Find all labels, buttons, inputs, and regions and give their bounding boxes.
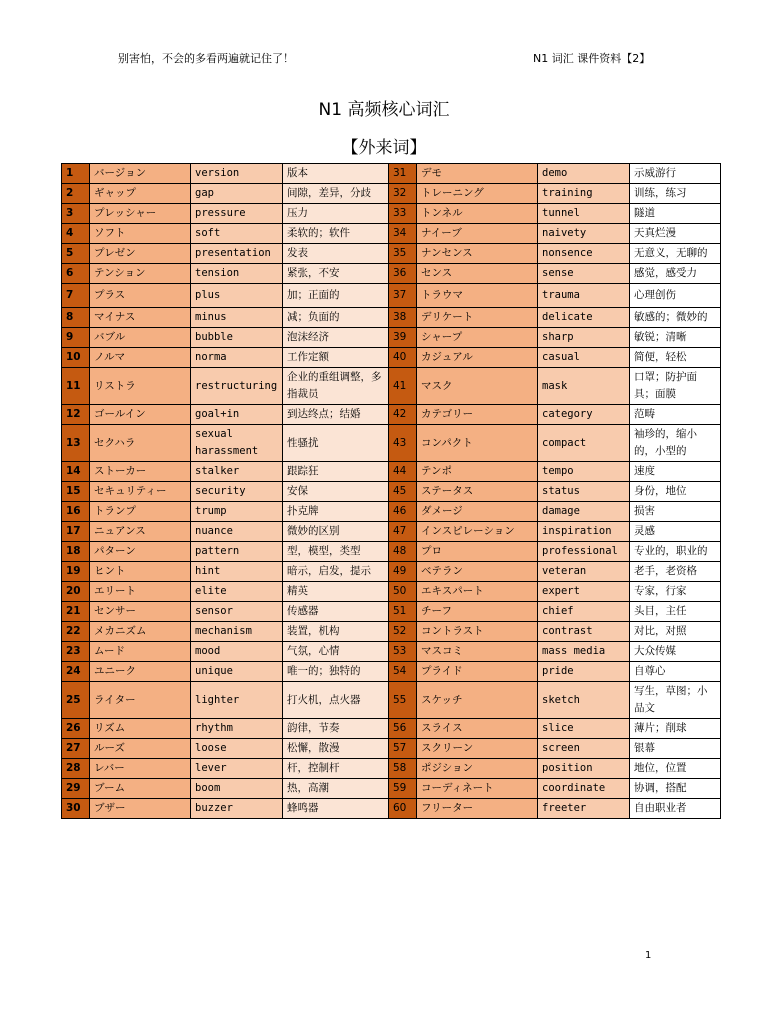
chinese-meaning: 地位，位置 [630, 759, 721, 779]
english-source: lighter [191, 682, 283, 719]
english-source: boom [191, 779, 283, 799]
entry-number: 22 [62, 622, 90, 642]
entry-number: 40 [389, 348, 417, 368]
table-row [62, 779, 721, 799]
entry-number: 36 [389, 264, 417, 284]
entry-number: 43 [389, 425, 417, 462]
chinese-meaning: 微妙的区别 [283, 522, 389, 542]
katakana-word: フリーター [417, 799, 538, 819]
katakana-word: スライス [417, 719, 538, 739]
chinese-meaning: 身份，地位 [630, 482, 721, 502]
english-source: sketch [538, 682, 630, 719]
english-source: buzzer [191, 799, 283, 819]
katakana-word: マスク [417, 368, 538, 405]
entry-number: 48 [389, 542, 417, 562]
katakana-word: エキスパート [417, 582, 538, 602]
chinese-meaning: 简便，轻松 [630, 348, 721, 368]
chinese-meaning: 发表 [283, 244, 389, 264]
katakana-word: ナンセンス [417, 244, 538, 264]
entry-number: 7 [62, 284, 90, 308]
entry-number: 57 [389, 739, 417, 759]
table-row [62, 164, 721, 184]
katakana-word: テンポ [417, 462, 538, 482]
entry-number: 5 [62, 244, 90, 264]
chinese-meaning: 隧道 [630, 204, 721, 224]
chinese-meaning: 跟踪狂 [283, 462, 389, 482]
chinese-meaning: 泡沫经济 [283, 328, 389, 348]
katakana-word: マスコミ [417, 642, 538, 662]
english-source: unique [191, 662, 283, 682]
entry-number: 14 [62, 462, 90, 482]
katakana-word: マイナス [90, 308, 191, 328]
entry-number: 59 [389, 779, 417, 799]
table-row [62, 662, 721, 682]
chinese-meaning: 压力 [283, 204, 389, 224]
katakana-word: ゴールイン [90, 405, 191, 425]
entry-number: 21 [62, 602, 90, 622]
katakana-word: ニュアンス [90, 522, 191, 542]
chinese-meaning: 袖珍的，缩小的，小型的 [630, 425, 721, 462]
katakana-word: メカニズム [90, 622, 191, 642]
katakana-word: チーフ [417, 602, 538, 622]
katakana-word: ソフト [90, 224, 191, 244]
katakana-word: カジュアル [417, 348, 538, 368]
chinese-meaning: 装置，机构 [283, 622, 389, 642]
katakana-word: パターン [90, 542, 191, 562]
entry-number: 55 [389, 682, 417, 719]
katakana-word: スクリーン [417, 739, 538, 759]
chinese-meaning: 天真烂漫 [630, 224, 721, 244]
english-source: mechanism [191, 622, 283, 642]
chinese-meaning: 减；负面的 [283, 308, 389, 328]
vocab-table [61, 163, 721, 819]
english-source: freeter [538, 799, 630, 819]
english-source: loose [191, 739, 283, 759]
katakana-word: ブーム [90, 779, 191, 799]
english-source: goal+in [191, 405, 283, 425]
chinese-meaning: 大众传媒 [630, 642, 721, 662]
table-row [62, 462, 721, 482]
chinese-meaning: 安保 [283, 482, 389, 502]
entry-number: 33 [389, 204, 417, 224]
chinese-meaning: 气氛，心情 [283, 642, 389, 662]
entry-number: 56 [389, 719, 417, 739]
english-source: mask [538, 368, 630, 405]
entry-number: 4 [62, 224, 90, 244]
chinese-meaning: 热，高潮 [283, 779, 389, 799]
english-source: veteran [538, 562, 630, 582]
chinese-meaning: 紧张，不安 [283, 264, 389, 284]
chinese-meaning: 自尊心 [630, 662, 721, 682]
katakana-word: リストラ [90, 368, 191, 405]
chinese-meaning: 对比，对照 [630, 622, 721, 642]
english-source: tension [191, 264, 283, 284]
entry-number: 28 [62, 759, 90, 779]
chinese-meaning: 传感器 [283, 602, 389, 622]
chinese-meaning: 示威游行 [630, 164, 721, 184]
chinese-meaning: 工作定额 [283, 348, 389, 368]
katakana-word: ムード [90, 642, 191, 662]
chinese-meaning: 自由职业者 [630, 799, 721, 819]
header-right-note: N1 词汇 课件资料【2】 [533, 52, 651, 65]
katakana-word: ユニーク [90, 662, 191, 682]
katakana-word: センサー [90, 602, 191, 622]
chinese-meaning: 老手，老资格 [630, 562, 721, 582]
english-source: screen [538, 739, 630, 759]
chinese-meaning: 性骚扰 [283, 425, 389, 462]
katakana-word: バージョン [90, 164, 191, 184]
table-row [62, 284, 721, 308]
entry-number: 51 [389, 602, 417, 622]
entry-number: 44 [389, 462, 417, 482]
english-source: plus [191, 284, 283, 308]
katakana-word: ルーズ [90, 739, 191, 759]
english-source: demo [538, 164, 630, 184]
entry-number: 34 [389, 224, 417, 244]
entry-number: 19 [62, 562, 90, 582]
english-source: soft [191, 224, 283, 244]
english-source: professional [538, 542, 630, 562]
katakana-word: トラウマ [417, 284, 538, 308]
table-row [62, 405, 721, 425]
entry-number: 16 [62, 502, 90, 522]
english-source: inspiration [538, 522, 630, 542]
table-row [62, 502, 721, 522]
table-row [62, 522, 721, 542]
entry-number: 42 [389, 405, 417, 425]
english-source: status [538, 482, 630, 502]
english-source: position [538, 759, 630, 779]
entry-number: 50 [389, 582, 417, 602]
english-source: bubble [191, 328, 283, 348]
table-row [62, 425, 721, 462]
katakana-word: コントラスト [417, 622, 538, 642]
chinese-meaning: 扑克牌 [283, 502, 389, 522]
chinese-meaning: 训练，练习 [630, 184, 721, 204]
entry-number: 31 [389, 164, 417, 184]
english-source: stalker [191, 462, 283, 482]
katakana-word: レバー [90, 759, 191, 779]
english-source: sense [538, 264, 630, 284]
table-row [62, 759, 721, 779]
english-source: gap [191, 184, 283, 204]
chinese-meaning: 协调，搭配 [630, 779, 721, 799]
english-source: version [191, 164, 283, 184]
chinese-meaning: 头目，主任 [630, 602, 721, 622]
table-row [62, 482, 721, 502]
chinese-meaning: 口罩；防护面具；面膜 [630, 368, 721, 405]
katakana-word: ポジション [417, 759, 538, 779]
katakana-word: ベテラン [417, 562, 538, 582]
katakana-word: スケッチ [417, 682, 538, 719]
entry-number: 29 [62, 779, 90, 799]
chinese-meaning: 韵律，节奏 [283, 719, 389, 739]
page-number: 1 [645, 950, 652, 961]
english-source: pattern [191, 542, 283, 562]
entry-number: 30 [62, 799, 90, 819]
english-source: tunnel [538, 204, 630, 224]
katakana-word: ステータス [417, 482, 538, 502]
katakana-word: インスピレーション [417, 522, 538, 542]
english-source: elite [191, 582, 283, 602]
entry-number: 18 [62, 542, 90, 562]
table-row [62, 739, 721, 759]
table-row [62, 244, 721, 264]
entry-number: 12 [62, 405, 90, 425]
chinese-meaning: 型，模型，类型 [283, 542, 389, 562]
entry-number: 1 [62, 164, 90, 184]
english-source: trauma [538, 284, 630, 308]
entry-number: 13 [62, 425, 90, 462]
english-source: pride [538, 662, 630, 682]
chinese-meaning: 松懈，散漫 [283, 739, 389, 759]
katakana-word: デリケート [417, 308, 538, 328]
chinese-meaning: 感觉，感受力 [630, 264, 721, 284]
table-row [62, 562, 721, 582]
chinese-meaning: 唯一的；独特的 [283, 662, 389, 682]
katakana-word: セクハラ [90, 425, 191, 462]
english-source: presentation [191, 244, 283, 264]
table-row [62, 308, 721, 328]
entry-number: 45 [389, 482, 417, 502]
katakana-word: トレーニング [417, 184, 538, 204]
entry-number: 6 [62, 264, 90, 284]
chinese-meaning: 敏感的；微妙的 [630, 308, 721, 328]
entry-number: 26 [62, 719, 90, 739]
chinese-meaning: 柔软的；软件 [283, 224, 389, 244]
english-source: nuance [191, 522, 283, 542]
page-subtitle: 【外来词】 [341, 138, 427, 158]
chinese-meaning: 加；正面的 [283, 284, 389, 308]
entry-number: 27 [62, 739, 90, 759]
katakana-word: セキュリティー [90, 482, 191, 502]
english-source: damage [538, 502, 630, 522]
katakana-word: カテゴリー [417, 405, 538, 425]
entry-number: 47 [389, 522, 417, 542]
entry-number: 58 [389, 759, 417, 779]
table-row [62, 328, 721, 348]
table-row [62, 582, 721, 602]
english-source: naivety [538, 224, 630, 244]
entry-number: 9 [62, 328, 90, 348]
katakana-word: リズム [90, 719, 191, 739]
english-source: contrast [538, 622, 630, 642]
entry-number: 41 [389, 368, 417, 405]
entry-number: 11 [62, 368, 90, 405]
chinese-meaning: 损害 [630, 502, 721, 522]
entry-number: 35 [389, 244, 417, 264]
entry-number: 32 [389, 184, 417, 204]
english-source: coordinate [538, 779, 630, 799]
chinese-meaning: 精英 [283, 582, 389, 602]
entry-number: 53 [389, 642, 417, 662]
chinese-meaning: 企业的重组调整，多指裁员 [283, 368, 389, 405]
katakana-word: プラス [90, 284, 191, 308]
english-source: restructuring [191, 368, 283, 405]
entry-number: 46 [389, 502, 417, 522]
katakana-word: トランプ [90, 502, 191, 522]
header-left-note: 别害怕，不会的多看两遍就记住了！ [118, 52, 294, 65]
entry-number: 23 [62, 642, 90, 662]
english-source: category [538, 405, 630, 425]
katakana-word: プライド [417, 662, 538, 682]
english-source: sensor [191, 602, 283, 622]
chinese-meaning: 版本 [283, 164, 389, 184]
entry-number: 54 [389, 662, 417, 682]
katakana-word: エリート [90, 582, 191, 602]
entry-number: 3 [62, 204, 90, 224]
english-source: hint [191, 562, 283, 582]
table-row [62, 719, 721, 739]
entry-number: 10 [62, 348, 90, 368]
chinese-meaning: 间隙，差异，分歧 [283, 184, 389, 204]
table-row [62, 622, 721, 642]
entry-number: 60 [389, 799, 417, 819]
chinese-meaning: 敏锐；清晰 [630, 328, 721, 348]
english-source: pressure [191, 204, 283, 224]
katakana-word: プロ [417, 542, 538, 562]
table-row [62, 682, 721, 719]
katakana-word: テンション [90, 264, 191, 284]
english-source: rhythm [191, 719, 283, 739]
entry-number: 15 [62, 482, 90, 502]
english-source: sexual harassment [191, 425, 283, 462]
katakana-word: ライター [90, 682, 191, 719]
english-source: sharp [538, 328, 630, 348]
chinese-meaning: 打火机，点火器 [283, 682, 389, 719]
entry-number: 20 [62, 582, 90, 602]
chinese-meaning: 心理创伤 [630, 284, 721, 308]
katakana-word: プレゼン [90, 244, 191, 264]
katakana-word: コーディネート [417, 779, 538, 799]
english-source: lever [191, 759, 283, 779]
table-row [62, 602, 721, 622]
entry-number: 8 [62, 308, 90, 328]
english-source: mood [191, 642, 283, 662]
entry-number: 49 [389, 562, 417, 582]
katakana-word: ギャップ [90, 184, 191, 204]
english-source: chief [538, 602, 630, 622]
katakana-word: コンパクト [417, 425, 538, 462]
katakana-word: シャープ [417, 328, 538, 348]
english-source: trump [191, 502, 283, 522]
english-source: tempo [538, 462, 630, 482]
katakana-word: ダメージ [417, 502, 538, 522]
table-row [62, 224, 721, 244]
chinese-meaning: 薄片；削球 [630, 719, 721, 739]
chinese-meaning: 速度 [630, 462, 721, 482]
entry-number: 2 [62, 184, 90, 204]
english-source: casual [538, 348, 630, 368]
entry-number: 38 [389, 308, 417, 328]
katakana-word: ストーカー [90, 462, 191, 482]
chinese-meaning: 无意义，无聊的 [630, 244, 721, 264]
english-source: compact [538, 425, 630, 462]
english-source: norma [191, 348, 283, 368]
katakana-word: バブル [90, 328, 191, 348]
chinese-meaning: 银幕 [630, 739, 721, 759]
page-title: N1 高频核心词汇 [318, 100, 450, 120]
katakana-word: ヒント [90, 562, 191, 582]
chinese-meaning: 专业的，职业的 [630, 542, 721, 562]
table-row [62, 799, 721, 819]
entry-number: 52 [389, 622, 417, 642]
katakana-word: ブザー [90, 799, 191, 819]
katakana-word: センス [417, 264, 538, 284]
table-row [62, 264, 721, 284]
entry-number: 24 [62, 662, 90, 682]
chinese-meaning: 暗示，启发，提示 [283, 562, 389, 582]
chinese-meaning: 灵感 [630, 522, 721, 542]
chinese-meaning: 到达终点；结婚 [283, 405, 389, 425]
english-source: security [191, 482, 283, 502]
english-source: slice [538, 719, 630, 739]
katakana-word: ノルマ [90, 348, 191, 368]
table-row [62, 368, 721, 405]
chinese-meaning: 蜂鸣器 [283, 799, 389, 819]
katakana-word: プレッシャー [90, 204, 191, 224]
english-source: minus [191, 308, 283, 328]
katakana-word: デモ [417, 164, 538, 184]
english-source: nonsence [538, 244, 630, 264]
english-source: expert [538, 582, 630, 602]
katakana-word: トンネル [417, 204, 538, 224]
table-row [62, 542, 721, 562]
table-row [62, 184, 721, 204]
katakana-word: ナイーブ [417, 224, 538, 244]
english-source: delicate [538, 308, 630, 328]
table-row [62, 204, 721, 224]
english-source: training [538, 184, 630, 204]
chinese-meaning: 写生，草图；小品文 [630, 682, 721, 719]
entry-number: 17 [62, 522, 90, 542]
chinese-meaning: 专家，行家 [630, 582, 721, 602]
chinese-meaning: 杆，控制杆 [283, 759, 389, 779]
english-source: mass media [538, 642, 630, 662]
table-row [62, 348, 721, 368]
entry-number: 39 [389, 328, 417, 348]
table-row [62, 642, 721, 662]
entry-number: 37 [389, 284, 417, 308]
entry-number: 25 [62, 682, 90, 719]
chinese-meaning: 范畴 [630, 405, 721, 425]
